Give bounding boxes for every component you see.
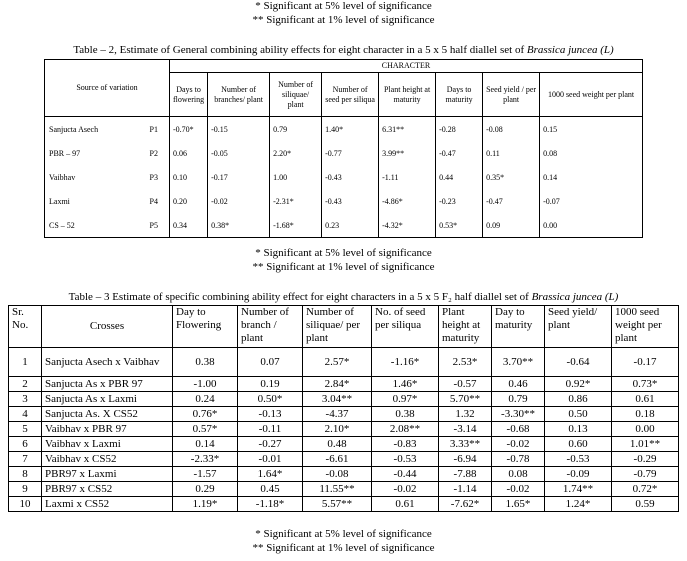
table3-value-cell: -0.44 — [372, 467, 439, 482]
table3-value-cell: 0.08 — [492, 467, 545, 482]
table3-value-cell: -7.62* — [439, 497, 492, 512]
table3-value-cell: 5.70** — [439, 392, 492, 407]
table3-value-cell: -7.88 — [439, 467, 492, 482]
table3-row — [9, 348, 679, 377]
table3-value-cell: 3.04** — [303, 392, 372, 407]
table3-value-cell: 0.86 — [545, 392, 612, 407]
table3-value-cell: 1.46* — [372, 377, 439, 392]
table3-value-cell: 0.13 — [545, 422, 612, 437]
table2-value-cell: -0.77 — [322, 141, 379, 165]
table2-note-sig5: * Significant at 5% level of significance — [255, 247, 432, 259]
table3-value-cell: 0.97* — [372, 392, 439, 407]
table3-row — [9, 467, 679, 482]
table2-value-cell: 0.06 — [170, 141, 208, 165]
table2-value-cell: 0.79 — [270, 117, 322, 142]
table3-value-cell: -0.01 — [238, 452, 303, 467]
table2-source-name: Vaibhav — [49, 172, 76, 182]
table3-value-cell: 0.14 — [173, 437, 238, 452]
table3-value-cell: -0.68 — [492, 422, 545, 437]
table3-row — [9, 407, 679, 422]
table2-group-header: CHARACTER — [170, 60, 643, 73]
table3-value-cell: 2.84* — [303, 377, 372, 392]
table3-value-cell: 0.61 — [612, 392, 679, 407]
table3-col-header: 1000 seed weight per plant — [612, 306, 679, 348]
table3-sr-cell: 2 — [9, 377, 42, 392]
table2-col-header: Seed yield / per plant — [483, 73, 540, 117]
table3-value-cell: 0.92* — [545, 377, 612, 392]
table3-col-header: Plant height at maturity — [439, 306, 492, 348]
table2-value-cell: 0.34 — [170, 213, 208, 238]
table2-value-cell: 6.31** — [379, 117, 436, 142]
table3-sr-cell: 6 — [9, 437, 42, 452]
table3-sr-cell: 9 — [9, 482, 42, 497]
table3-col-header: Number of siliquae/ per plant — [303, 306, 372, 348]
table3-value-cell: -0.53 — [372, 452, 439, 467]
table2-row — [45, 141, 643, 165]
table2-value-cell: -4.86* — [379, 189, 436, 213]
table2-source-code: P4 — [149, 196, 158, 206]
table3-value-cell: 0.60 — [545, 437, 612, 452]
table3-value-cell: 0.50* — [238, 392, 303, 407]
table3-sr-cell: 8 — [9, 467, 42, 482]
table2-value-cell: 0.53* — [436, 213, 483, 238]
table2-col-header: Days to maturity — [436, 73, 483, 117]
table2-value-cell: 0.08 — [540, 141, 643, 165]
table2-value-cell: 2.20* — [270, 141, 322, 165]
table3-value-cell: 0.38 — [372, 407, 439, 422]
table3-value-cell: -0.83 — [372, 437, 439, 452]
table3-value-cell: -0.09 — [545, 467, 612, 482]
table3-value-cell: 1.65* — [492, 497, 545, 512]
table3-col-header: Day to maturity — [492, 306, 545, 348]
table3-value-cell: -1.18* — [238, 497, 303, 512]
table3-cross-cell: PBR97 x Laxmi — [42, 467, 173, 482]
table2-source-name: Sanjucta Asech — [49, 124, 99, 134]
table3-value-cell: 0.07 — [238, 348, 303, 377]
table3-caption — [0, 291, 687, 304]
table3-value-cell: -0.17 — [612, 348, 679, 377]
table2-value-cell: -0.70* — [170, 117, 208, 142]
table2-value-cell: 0.15 — [540, 117, 643, 142]
table3-sr-cell: 3 — [9, 392, 42, 407]
table2-caption — [0, 44, 687, 57]
table3-col-header: Number of branch / plant — [238, 306, 303, 348]
table2-value-cell: -0.15 — [208, 117, 270, 142]
table3-value-cell: -6.61 — [303, 452, 372, 467]
table3-value-cell: 0.59 — [612, 497, 679, 512]
table3-note-sig5: * Significant at 5% level of significance — [255, 528, 432, 540]
table3-value-cell: 0.46 — [492, 377, 545, 392]
table2-source-name: Laxmi — [49, 196, 70, 206]
table3-value-cell: -0.08 — [303, 467, 372, 482]
table2-source-code: P2 — [149, 148, 158, 158]
table2-value-cell: -0.08 — [483, 117, 540, 142]
table3-value-cell: 0.00 — [612, 422, 679, 437]
table3-value-cell: -0.53 — [545, 452, 612, 467]
table2-value-cell: -0.43 — [322, 165, 379, 189]
table3-note-sig1: ** Significant at 1% level of significance — [252, 542, 435, 554]
table3-caption-species: Brassica juncea (L) — [531, 291, 619, 303]
table3-value-cell: 1.32 — [439, 407, 492, 422]
table2-col-header: Number of siliquae/ plant — [270, 73, 322, 117]
table3-value-cell: -0.27 — [238, 437, 303, 452]
table3-value-cell: -3.30** — [492, 407, 545, 422]
table3-sr-cell: 1 — [9, 348, 42, 377]
table2-value-cell: -0.17 — [208, 165, 270, 189]
table3-value-cell: 1.64* — [238, 467, 303, 482]
table2-col-header: 1000 seed weight per plant — [540, 73, 643, 117]
table2-col-header: Days to flowering — [170, 73, 208, 117]
table3-value-cell: 1.01** — [612, 437, 679, 452]
table3-value-cell: 0.72* — [612, 482, 679, 497]
table2-source-cell — [45, 117, 170, 142]
table3-row — [9, 392, 679, 407]
table2-source-cell — [45, 165, 170, 189]
table3-value-cell: -3.14 — [439, 422, 492, 437]
table3-sr-cell: 5 — [9, 422, 42, 437]
table2-source-name: CS – 52 — [49, 220, 75, 230]
table3-value-cell: 0.76* — [173, 407, 238, 422]
table2-row — [45, 189, 643, 213]
table3-value-cell: 0.24 — [173, 392, 238, 407]
table2-note-sig1: ** Significant at 1% level of significance — [252, 261, 435, 273]
table3-cross-cell: Sanjucta As x Laxmi — [42, 392, 173, 407]
table3-col-header: Crosses — [42, 306, 173, 348]
table3-value-cell: -0.11 — [238, 422, 303, 437]
table2-col-header: Number of seed per siliqua — [322, 73, 379, 117]
table2-value-cell: -0.07 — [540, 189, 643, 213]
table3-sr-cell: 4 — [9, 407, 42, 422]
table2-source-header: Source of variation — [45, 60, 170, 117]
table3-value-cell: 2.08** — [372, 422, 439, 437]
table3-caption-text: Table – 3 Estimate of specific combining ability effect for eight characters in a 5 x 5 F₂ half diallel set of — [68, 291, 532, 303]
table3-value-cell: -6.94 — [439, 452, 492, 467]
table3-value-cell: -0.02 — [492, 437, 545, 452]
table3-row — [9, 437, 679, 452]
table3-value-cell: -0.02 — [492, 482, 545, 497]
table2-value-cell: 1.00 — [270, 165, 322, 189]
table3-col-header: Sr. No. — [9, 306, 42, 348]
table3-value-cell: 2.10* — [303, 422, 372, 437]
table3-value-cell: -0.57 — [439, 377, 492, 392]
table2-value-cell: 0.23 — [322, 213, 379, 238]
table3-value-cell: 0.50 — [545, 407, 612, 422]
table3-row — [9, 497, 679, 512]
table2-value-cell: 0.00 — [540, 213, 643, 238]
table3-value-cell: 5.57** — [303, 497, 372, 512]
table2-value-cell: -0.05 — [208, 141, 270, 165]
table3-cross-cell: Vaibhav x PBR 97 — [42, 422, 173, 437]
table3-col-header: No. of seed per siliqua — [372, 306, 439, 348]
table3-value-cell: 0.29 — [173, 482, 238, 497]
table3-value-cell: -1.00 — [173, 377, 238, 392]
table2-value-cell: 3.99** — [379, 141, 436, 165]
table2 — [44, 59, 643, 238]
table3-value-cell: -0.13 — [238, 407, 303, 422]
top-note-sig5: * Significant at 5% level of significance — [255, 0, 432, 12]
table2-row — [45, 165, 643, 189]
table3-value-cell: -0.78 — [492, 452, 545, 467]
table2-source-code: P5 — [149, 220, 158, 230]
table2-caption-text: Table – 2, Estimate of General combining ability effects for eight character in a 5 x 5 half diallel set of — [73, 44, 527, 56]
table3-value-cell: 2.53* — [439, 348, 492, 377]
table2-row — [45, 213, 643, 238]
table2-source-cell — [45, 189, 170, 213]
table2-value-cell: 0.10 — [170, 165, 208, 189]
table3-col-header: Seed yield/ plant — [545, 306, 612, 348]
table2-value-cell: 0.44 — [436, 165, 483, 189]
table2-value-cell: 0.11 — [483, 141, 540, 165]
table2-source-code: P1 — [149, 124, 158, 134]
top-note-sig1: ** Significant at 1% level of significance — [252, 14, 435, 26]
table3 — [8, 305, 679, 512]
table2-value-cell: 0.20 — [170, 189, 208, 213]
table2-value-cell: -0.43 — [322, 189, 379, 213]
table3-row — [9, 452, 679, 467]
table3-value-cell: 2.57* — [303, 348, 372, 377]
table2-source-cell — [45, 141, 170, 165]
table3-cross-cell: PBR97 x CS52 — [42, 482, 173, 497]
table3-sr-cell: 10 — [9, 497, 42, 512]
table3-value-cell: -0.64 — [545, 348, 612, 377]
table3-cross-cell: Sanjucta As x PBR 97 — [42, 377, 173, 392]
table2-col-header: Number of branches/ plant — [208, 73, 270, 117]
table2-caption-species: Brassica juncea (L) — [526, 44, 614, 56]
table2-value-cell: -0.23 — [436, 189, 483, 213]
table3-value-cell: 0.73* — [612, 377, 679, 392]
table2-value-cell: -4.32* — [379, 213, 436, 238]
table3-cross-cell: Vaibhav x CS52 — [42, 452, 173, 467]
table2-col-header: Plant height at maturity — [379, 73, 436, 117]
table2-value-cell: 0.35* — [483, 165, 540, 189]
table3-value-cell: -4.37 — [303, 407, 372, 422]
table2-value-cell: -2.31* — [270, 189, 322, 213]
table3-row — [9, 377, 679, 392]
table3-value-cell: 3.70** — [492, 348, 545, 377]
table3-value-cell: 0.79 — [492, 392, 545, 407]
table3-value-cell: 3.33** — [439, 437, 492, 452]
table2-source-name: PBR – 97 — [49, 148, 81, 158]
table3-row — [9, 482, 679, 497]
table3-value-cell: -1.57 — [173, 467, 238, 482]
table3-row — [9, 422, 679, 437]
table2-value-cell: -1.68* — [270, 213, 322, 238]
table3-value-cell: 0.48 — [303, 437, 372, 452]
table3-value-cell: 1.24* — [545, 497, 612, 512]
table3-value-cell: -1.14 — [439, 482, 492, 497]
table3-value-cell: -2.33* — [173, 452, 238, 467]
table3-cross-cell: Vaibhav x Laxmi — [42, 437, 173, 452]
table3-cross-cell: Laxmi x CS52 — [42, 497, 173, 512]
table3-value-cell: -1.16* — [372, 348, 439, 377]
table2-source-cell — [45, 213, 170, 238]
table3-value-cell: 1.74** — [545, 482, 612, 497]
table3-value-cell: 0.38 — [173, 348, 238, 377]
table3-value-cell: 1.19* — [173, 497, 238, 512]
table2-value-cell: 0.38* — [208, 213, 270, 238]
table2-value-cell: -0.02 — [208, 189, 270, 213]
table3-value-cell: 0.19 — [238, 377, 303, 392]
table2-source-code: P3 — [149, 172, 158, 182]
table3-value-cell: 11.55** — [303, 482, 372, 497]
table3-sr-cell: 7 — [9, 452, 42, 467]
table3-cross-cell: Sanjucta As. X CS52 — [42, 407, 173, 422]
table3-value-cell: 0.61 — [372, 497, 439, 512]
table2-value-cell: 0.09 — [483, 213, 540, 238]
table2-row — [45, 117, 643, 142]
table2-value-cell: -0.47 — [436, 141, 483, 165]
table3-value-cell: 0.45 — [238, 482, 303, 497]
table3-value-cell: -0.02 — [372, 482, 439, 497]
table3-col-header: Day to Flowering — [173, 306, 238, 348]
table2-value-cell: -0.47 — [483, 189, 540, 213]
table2-value-cell: 1.40* — [322, 117, 379, 142]
table2-value-cell: -1.11 — [379, 165, 436, 189]
table3-value-cell: 0.18 — [612, 407, 679, 422]
table3-value-cell: -0.79 — [612, 467, 679, 482]
table3-value-cell: 0.57* — [173, 422, 238, 437]
table2-value-cell: 0.14 — [540, 165, 643, 189]
table2-value-cell: -0.28 — [436, 117, 483, 142]
table3-cross-cell: Sanjucta Asech x Vaibhav — [42, 348, 173, 377]
table3-value-cell: -0.29 — [612, 452, 679, 467]
